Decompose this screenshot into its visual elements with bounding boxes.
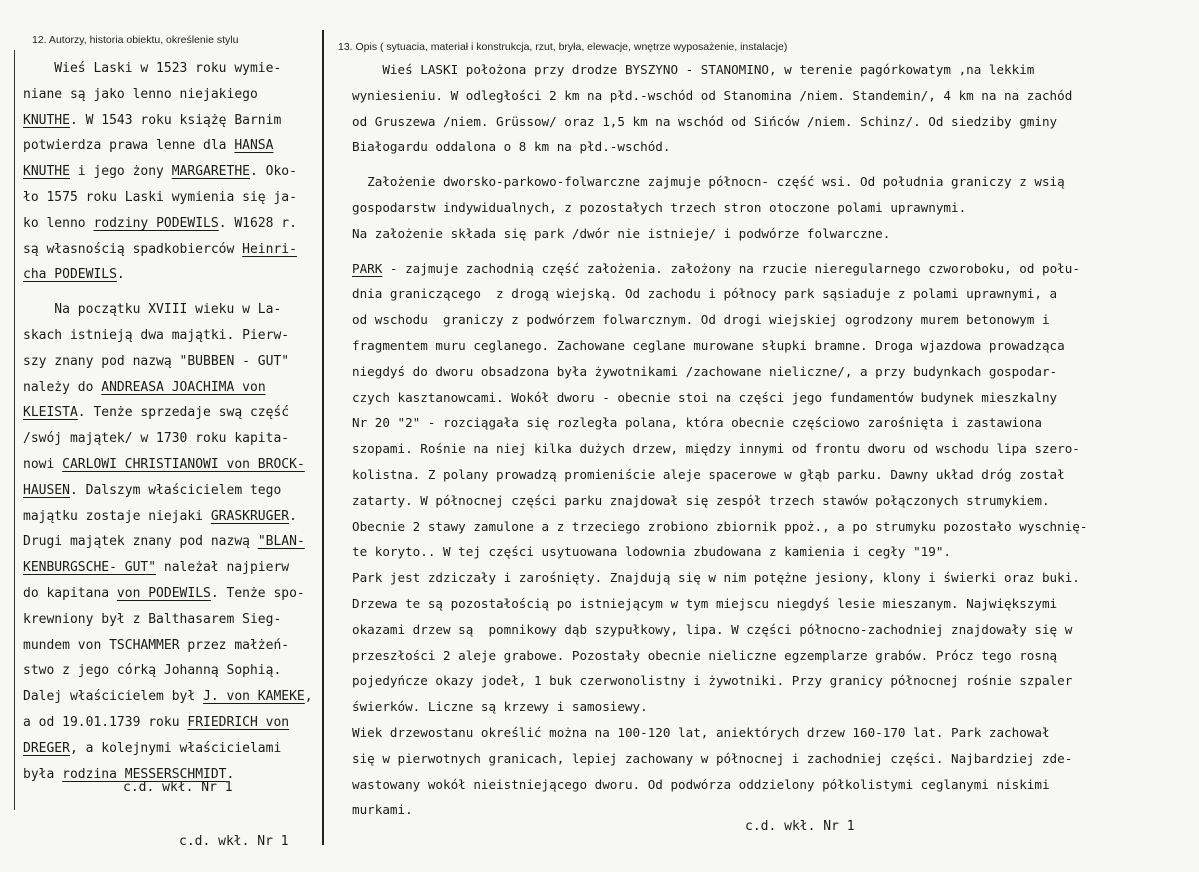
text-line: krewniony był z Balthasarem Sieg- [23, 611, 282, 627]
text-line: ko lenno rodziny PODEWILS. W1628 r. [23, 215, 297, 231]
text-line: do kapitana von PODEWILS. Tenże spo- [23, 585, 305, 601]
text-line: Wieś Laski w 1523 roku wymie- [23, 61, 282, 76]
text-line: Wieś LASKI położona przy drodze BYSZYNO - STANOMINO, w terenie pagórkowatym ,na lekkim [352, 62, 1035, 77]
text-line: fragmentem muru ceglanego. Zachowane ceglane murowane słupki bramne. Droga wjazdowa prowadząca [352, 337, 1065, 353]
paragraph [352, 57, 1087, 160]
text-line: majątku zostaje niejaki GRASKRUGER. [23, 508, 297, 524]
text-line: świerków. Liczne są krzewy i samosiewy. [352, 699, 648, 715]
paragraph [352, 256, 1087, 824]
text-line: te koryto.. W tej części usytuowana lodownia zbudowana z kamienia i cegły "19". [352, 544, 951, 560]
underlined-text: KNUTHE [23, 164, 70, 180]
text-line: PARK - zajmuje zachodnią część założenia. założony na rzucie nieregularnego czworoboku, od połu- [352, 260, 1080, 276]
underlined-text: KLEISTA [23, 405, 78, 421]
underlined-text: HANSA [234, 138, 274, 154]
underlined-text: rodzina MESSERSCHMIDT [62, 766, 227, 782]
text-line: murkami. [352, 802, 413, 818]
text-line: należy do ANDREASA JOACHIMA von [23, 379, 266, 395]
description-text-column [352, 57, 1087, 823]
text-line: Założenie dworsko-parkowo-folwarczne zajmuje północn- część wsi. Od południa graniczy z wsią [352, 174, 1065, 190]
paragraph-gap [352, 160, 1087, 169]
left-section-header: 12. Autorzy, historia obiektu, określenie stylu [32, 34, 239, 46]
paragraph-gap [23, 288, 313, 297]
underlined-text: KENBURGSCHE- GUT" [23, 560, 157, 576]
underlined-text: KNUTHE [23, 112, 70, 128]
text-line: Białogardu oddalona o 8 km na płd.-wschód. [352, 139, 671, 155]
text-line: Na założenie składa się park /dwór nie istnieje/ i podwórze folwarczne. [352, 225, 891, 241]
text-line: /swój majątek/ w 1730 roku kapita- [23, 431, 290, 447]
underlined-text: DREGER [23, 740, 70, 756]
text-line: mundem von TSCHAMMER przez małżeń- [23, 637, 290, 653]
left-continuation-note: c.d. wkł. Nr 1 [123, 780, 233, 795]
text-line: niane są jako lenno niejakiego [23, 86, 258, 102]
paragraph-gap [352, 247, 1087, 256]
text-line: są własnością spadkobierców Heinri- [23, 241, 297, 257]
text-line: KNUTHE i jego żony MARGARETHE. Oko- [23, 164, 297, 180]
text-line: potwierdza prawa lenne dla HANSA [23, 138, 274, 154]
text-line: KENBURGSCHE- GUT" należał najpierw [23, 560, 290, 576]
right-continuation-note: c.d. wkł. Nr 1 [745, 819, 855, 834]
text-line: gospodarstw indywidualnych, z pozostałych trzech stron otoczone polami uprawnymi. [352, 199, 967, 215]
text-line: wastowany wokół nieistniejącego dworu. Od podwórza oddzielony półkolistymi ceglanymi niskimi [352, 776, 1050, 792]
underlined-text: J. von KAMEKE [203, 689, 305, 705]
text-line: Dalej właścicielem był J. von KAMEKE, [23, 689, 313, 705]
text-line: od wschodu graniczy z podwórzem folwarcznym. Od drogi wiejskiej ogrodzony murem betonowym i [352, 312, 1050, 328]
text-line: się w pierwotnych granicach, lepiej zachowany w północnej i zachodniej części. Najbardziej zde- [352, 750, 1073, 766]
text-line: szopami. Rośnie na niej kilka dużych drzew, między innymi od frontu dworu od wschodu lipa szero- [352, 441, 1080, 457]
text-line: wyniesieniu. W odległości 2 km na płd.-wschód od Stanomina /niem. Standemin/, 4 km na na zachód [352, 87, 1073, 103]
underlined-text: FRIEDRICH von [187, 714, 290, 730]
text-line: DREGER, a kolejnymi właścicielami [23, 740, 282, 756]
underlined-text: "BLAN- [257, 534, 305, 550]
text-line: Obecnie 2 stawy zamulone a z trzeciego zrobiono zbiornik ppoż., a po strumyku pozostało wyschnię- [352, 518, 1088, 534]
underlined-text: cha PODEWILS [23, 267, 117, 283]
text-line: od Gruszewa /niem. Grüssow/ oraz 1,5 km na wschód od Sińców /niem. Schinz/. Od siedziby gminy [352, 113, 1058, 129]
underlined-text: PARK [352, 260, 383, 276]
text-line: była rodzina MESSERSCHMIDT. [23, 766, 235, 782]
underlined-text: von PODEWILS [116, 585, 211, 601]
text-line: Wiek drzewostanu określić można na 100-120 lat, aniektórych drzew 160-170 lat. Park zachował [352, 724, 1050, 740]
history-text-column [23, 56, 313, 787]
text-line: kolistna. Z polany prowadzą promieniście aleje spacerowe w głąb parku. Dawny układ dróg został [352, 466, 1065, 482]
right-section-header: 13. Opis ( sytuacia, materiał i konstrukcja, rzut, bryła, elewacje, wnętrze wyposażenie, instalacje) [338, 41, 788, 53]
text-line: KNUTHE. W 1543 roku książę Barnim [23, 112, 282, 128]
left-margin-line [14, 50, 15, 810]
text-line: Park jest zdziczały i zarośnięty. Znajdują się w nim potężne jesiony, klony i świerki oraz buki. [352, 570, 1080, 586]
text-line: cha PODEWILS. [23, 267, 125, 283]
underlined-text: GRASKRUGER [210, 508, 290, 524]
underlined-text: CARLOWI CHRISTIANOWI von BROCK- [62, 456, 305, 472]
text-line: a od 19.01.1739 roku FRIEDRICH von [23, 714, 290, 730]
text-line: czych kasztanowcami. Wokół dworu - obecnie stoi na części jego fundamentów budynek mieszkalny [352, 389, 1058, 405]
paragraph [23, 56, 313, 288]
underlined-text: HAUSEN [23, 482, 70, 498]
text-line: stwo z jego córką Johanną Sophią. [23, 663, 282, 679]
column-divider [322, 30, 324, 845]
underlined-text: ANDREASA JOACHIMA von [101, 379, 266, 395]
paragraph [352, 169, 1087, 246]
underlined-text: rodziny PODEWILS [93, 215, 219, 231]
text-line: szy znany pod nazwą "BUBBEN - GUT" [23, 353, 290, 369]
underlined-text: MARGARETHE [171, 164, 250, 180]
page-continuation-note: c.d. wkł. Nr 1 [179, 834, 289, 849]
text-line: KLEISTA. Tenże sprzedaje swą część [23, 405, 290, 421]
text-line: zatarty. W północnej części parku znajdował się zespół trzech stawów połączonych strumykiem. [352, 492, 1050, 508]
text-line: pojedyńcze okazy jodeł, 1 buk czerwonolistny i żywotniki. Przy granicy północnej rośnie szpaler [352, 673, 1073, 689]
text-line: skach istnieją dwa majątki. Pierw- [23, 327, 290, 343]
underlined-text: Heinri- [242, 241, 297, 257]
paragraph [23, 297, 313, 787]
text-line: niegdyś do dworu obsadzona była żywotnikami /zachowane nieliczne/, a przy budynkach gospodar- [352, 363, 1058, 379]
text-line: Drugi majątek znany pod nazwą "BLAN- [23, 534, 305, 550]
text-line: dnia graniczącego z drogą wiejską. Od zachodu i północy park sąsiaduje z polami uprawnymi, a [352, 286, 1058, 302]
text-line: nowi CARLOWI CHRISTIANOWI von BROCK- [23, 456, 305, 472]
text-line: przeszłości 2 aleje grabowe. Pozostały obecnie nieliczne egzemplarze grabów. Prócz tego rosną [352, 647, 1058, 663]
text-line: Drzewa te są pozostałością po istniejącym w tym miejscu niegdyś lesie mieszanym. Największymi [352, 595, 1058, 611]
text-line: Nr 20 "2" - rozciągała się rozległa polana, która obecnie częściowo zarośnięta i zastawiona [352, 415, 1042, 431]
text-line: ło 1575 roku Laski wymienia się ja- [23, 189, 297, 205]
text-line: okazami drzew są pomnikowy dąb szypułkowy, lipa. W części północno-zachodniej znajdowały się w [352, 621, 1073, 637]
text-line: Na początku XVIII wieku w La- [23, 302, 282, 318]
text-line: HAUSEN. Dalszym właścicielem tego [23, 482, 282, 498]
